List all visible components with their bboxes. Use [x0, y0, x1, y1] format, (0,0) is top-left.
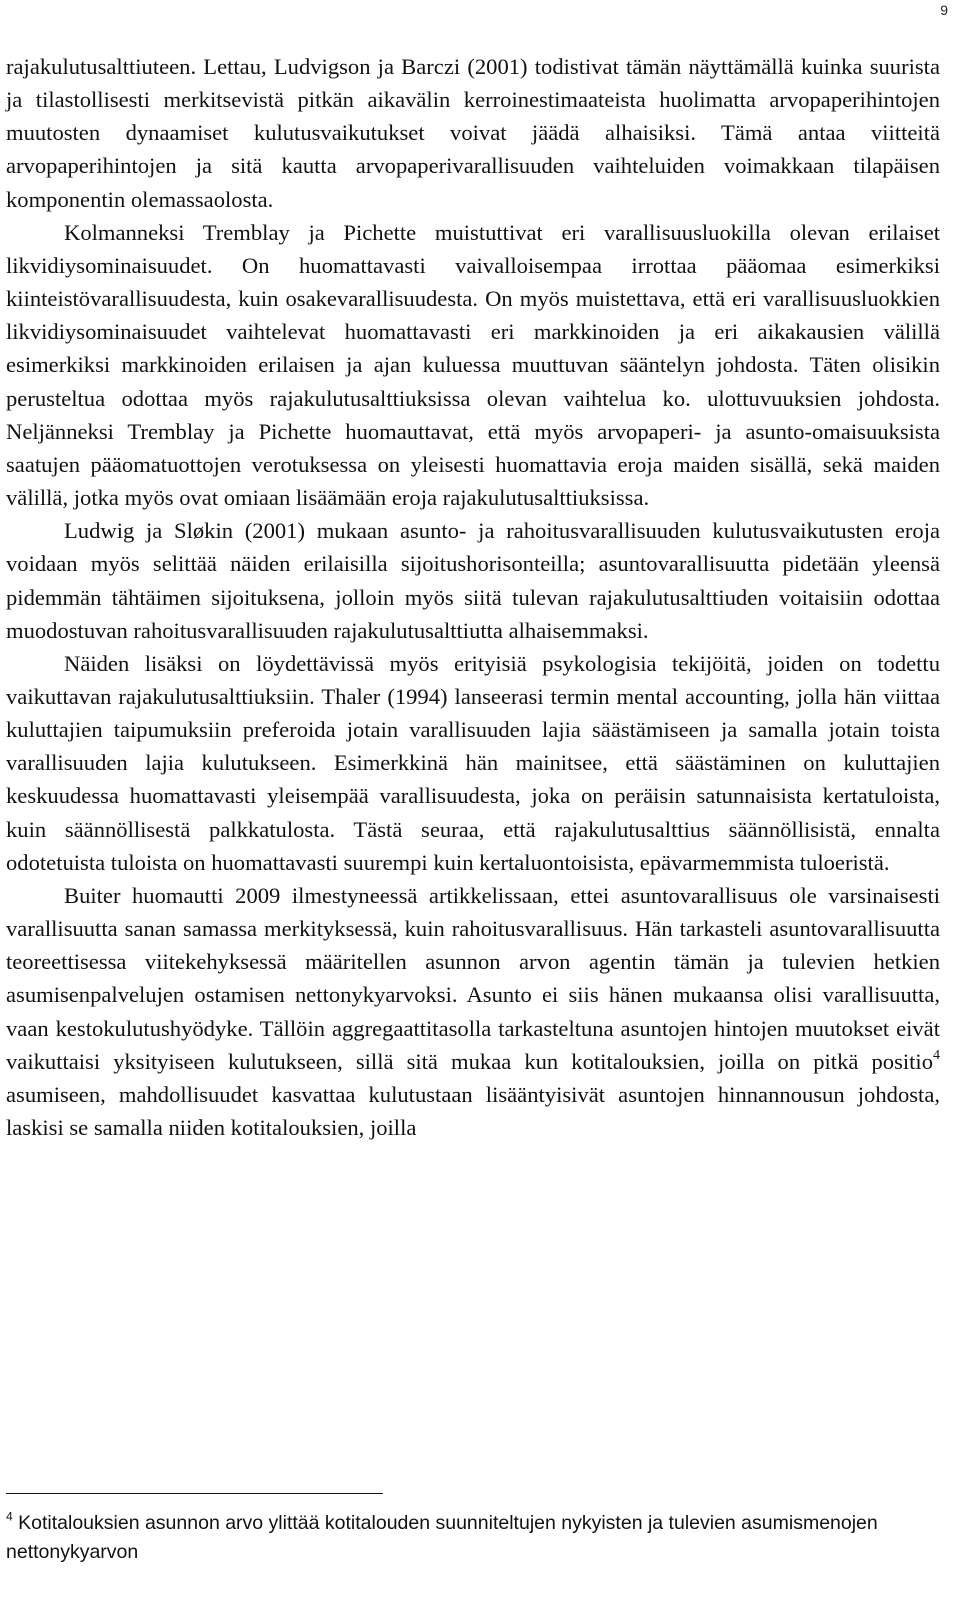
paragraph-1: rajakulutusalttiuteen. Lettau, Ludvigson ja Barczi (2001) todistivat tämän näyttämällä kuinka suurista ja tilastollisesti merkitsevistä pitkän aikavälin kerroinestimaateista huolimatta arvopaperihintojen muutosten dynaamiset kulutusvaikutukset voivat jäädä alhaisiksi. Tämä antaa viitteitä arvopaperihintojen ja sitä kautta arvopaperivarallisuuden vaihteluiden voimakkaan tilapäisen komponentin olemassaolosta.	[6, 54, 940, 212]
footnote-divider	[6, 1493, 383, 1494]
paragraph-5-text-end: asumiseen, mahdollisuudet kasvattaa kulutustaan lisääntyisivät asuntojen hinnannousun johdosta, laskisi se samalla niiden kotitalouksien, joilla	[6, 1081, 940, 1140]
footnote-number: 4	[6, 1509, 13, 1524]
footnote	[6, 1509, 940, 1567]
paragraph-2: Kolmanneksi Tremblay ja Pichette muistuttivat eri varallisuusluokilla olevan erilaiset likvidiysominaisuudet. On huomattavasti vaivalloisempaa irrottaa pääomaa esimerkiksi kiinteistövarallisuudesta, kuin osakevarallisuudesta. On myös muistettava, että eri varallisuusluokkien likvidiysominaisuudet vaihtelevat huomattavasti eri markkinoiden ja eri aikakausien välillä esimerkiksi markkinoiden erilaisen ja ajan kuluessa muuttuvan sääntelyn johdosta. Täten olisikin perusteltua odottaa myös rajakulutusalttiuksissa olevan vaihtelua ko. ulottuvuuksien johdosta. Neljänneksi Tremblay ja Pichette huomauttavat, että myös arvopaperi- ja asunto-omaisuuksista saatujen pääomatuottojen verotuksessa on yleisesti huomattavia eroja maiden sisällä, sekä maiden välillä, jotka myös ovat omiaan lisäämään eroja rajakulutusalttiuksissa.	[6, 219, 940, 511]
paragraph-5-text-start: Buiter huomautti 2009 ilmestyneessä artikkelissaan, ettei asuntovarallisuus ole varsinaisesti varallisuutta sanan samassa merkityksessä, kuin rahoitusvarallisuus. Hän tarkasteli asuntovarallisuutta teoreettisessa viitekehyksessä määritellen asunnon arvon agentin tämän ja tulevien hetkien asumisenpalvelujen ostamisen nettonykyarvoksi. Asunto ei siis hänen mukaansa olisi varallisuutta, vaan kestokulutushyödyke. Tällöin aggregaattitasolla tarkasteltuna asuntojen hintojen muutokset eivät vaikuttaisi yksityiseen kulutukseen, sillä sitä mukaa kun kotitalouksien, joilla on pitkä positio	[6, 882, 940, 1074]
paragraph-3: Ludwig ja Sløkin (2001) mukaan asunto- ja rahoitusvarallisuuden kulutusvaikutusten eroja voidaan myös selittää näiden erilaisilla sijoitushorisonteilla; asuntovarallisuutta pidetään yleensä pidemmän tähtäimen sijoituksena, jolloin myös siitä tulevan rajakulutusalttiuden voitaisiin odottaa muodostuvan rahoitusvarallisuuden rajakulutusalttiutta alhaisemmaksi.	[6, 518, 940, 643]
body-text	[6, 50, 940, 1144]
footnote-reference: 4	[933, 1047, 940, 1063]
page-number: 9	[940, 2, 948, 18]
paragraph-5	[6, 879, 940, 1144]
footnote-text: Kotitalouksien asunnon arvo ylittää kotitalouden suunniteltujen nykyisten ja tulevien asumismenojen nettonykyarvon	[6, 1512, 878, 1563]
paragraph-4: Näiden lisäksi on löydettävissä myös erityisiä psykologisia tekijöitä, joiden on todettu vaikuttavan rajakulutusalttiuksiin. Thaler (1994) lanseerasi termin mental accounting, jolla hän viittaa kuluttajien taipumuksiin preferoida jotain varallisuuden lajia säästämiseen ja samalla jotain toista varallisuuden lajia kulutukseen. Esimerkkinä hän mainitsee, että säästäminen on kuluttajien keskuudessa huomattavasti yleisempää varallisuudesta, joka on peräisin satunnaisista kertatuloista, kuin säännöllisestä palkkatulosta. Tästä seuraa, että rajakulutusalttius säännöllisistä, ennalta odotetuista tuloista on huomattavasti suurempi kuin kertaluontoisista, epävarmemmista tuloeristä.	[6, 650, 940, 875]
